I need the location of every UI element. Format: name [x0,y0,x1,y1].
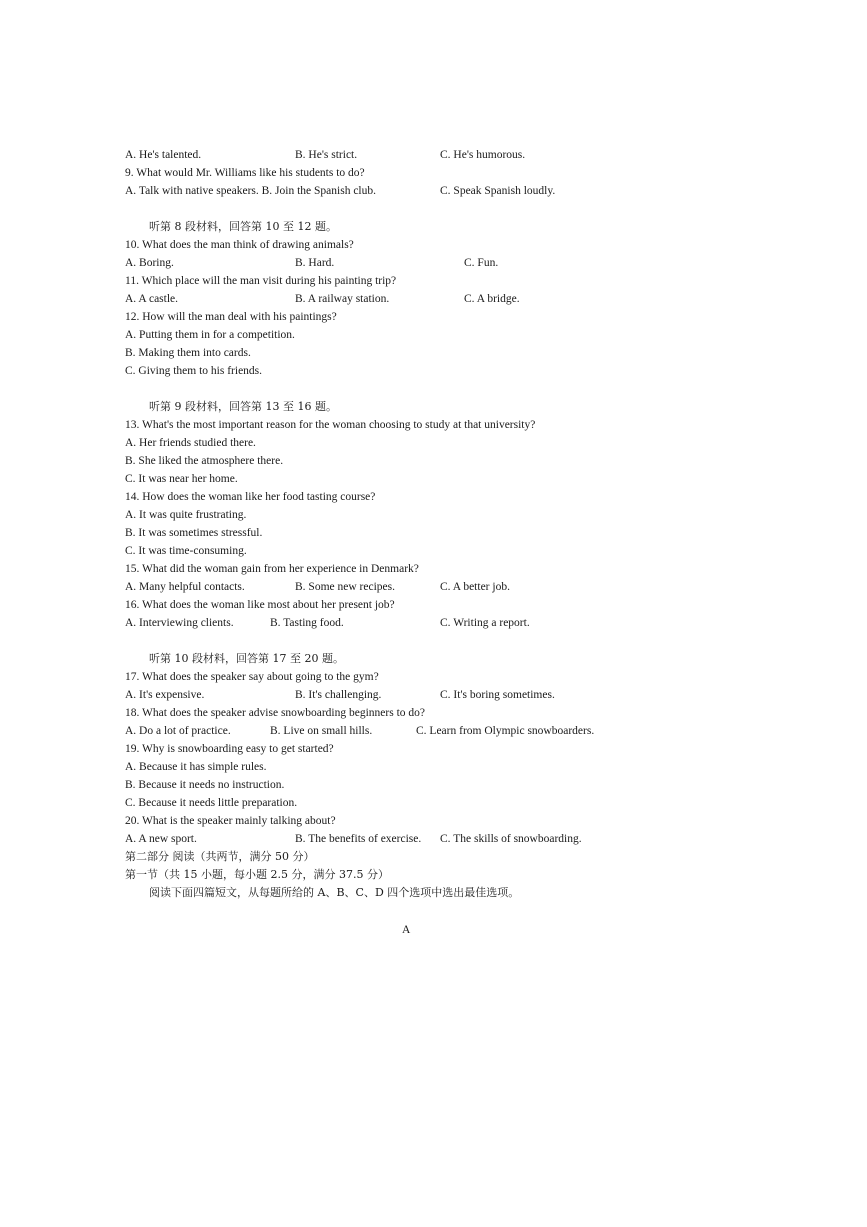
question-19: 19. Why is snowboarding easy to get started? [125,743,334,755]
q9-option-c: C. Speak Spanish loudly. [440,185,556,197]
q13-option-b: B. She liked the atmosphere there. [125,455,284,467]
q10-option-a: A. Boring. [125,257,174,269]
q18-option-a: A. Do a lot of practice. [125,725,231,737]
q12-option-c: C. Giving them to his friends. [125,365,263,377]
question-20: 20. What is the speaker mainly talking about? [125,815,336,827]
q13-option-a: A. Her friends studied there. [125,437,256,449]
question-11: 11. Which place will the man visit during his painting trip? [125,275,397,287]
q15-option-a: A. Many helpful contacts. [125,581,245,593]
reading-instruction: 阅读下面四篇短文，从每题所给的 A、B、C、D 四个选项中选出最佳选项。 [149,886,520,899]
q18-option-c: C. Learn from Olympic snowboarders. [416,725,595,737]
q19-option-b: B. Because it needs no instruction. [125,779,285,791]
q14-option-a: A. It was quite frustrating. [125,509,247,521]
q10-option-b: B. Hard. [295,257,335,269]
passage-label: A [402,924,411,936]
q17-option-b: B. It's challenging. [295,689,382,701]
q16-option-a: A. Interviewing clients. [125,617,234,629]
section-9-heading: 听第 9 段材料，回答第 13 至 16 题。 [149,400,337,413]
q11-option-b: B. A railway station. [295,293,390,305]
question-10: 10. What does the man think of drawing animals? [125,239,354,251]
q16-option-c: C. Writing a report. [440,617,530,629]
q9-option-ab: A. Talk with native speakers. B. Join the Spanish club. [125,185,376,197]
question-15: 15. What did the woman gain from her experience in Denmark? [125,563,419,575]
q12-option-a: A. Putting them in for a competition. [125,329,295,341]
q13-option-c: C. It was near her home. [125,473,238,485]
question-9: 9. What would Mr. Williams like his students to do? [125,167,365,179]
q16-option-b: B. Tasting food. [270,617,344,629]
q11-option-a: A. A castle. [125,293,179,305]
q11-option-c: C. A bridge. [464,293,520,305]
q17-option-c: C. It's boring sometimes. [440,689,555,701]
section-one-heading: 第一节（共 15 小题，每小题 2.5 分，满分 37.5 分） [125,868,389,881]
q14-option-c: C. It was time-consuming. [125,545,247,557]
section-8-heading: 听第 8 段材料，回答第 10 至 12 题。 [149,220,337,233]
q14-option-b: B. It was sometimes stressful. [125,527,263,539]
q17-option-a: A. It's expensive. [125,689,205,701]
section-10-heading: 听第 10 段材料，回答第 17 至 20 题。 [149,652,344,665]
option-a-talented: A. He's talented. [125,149,202,161]
q20-option-a: A. A new sport. [125,833,197,845]
question-17: 17. What does the speaker say about going to the gym? [125,671,379,683]
question-18: 18. What does the speaker advise snowboarding beginners to do? [125,707,425,719]
q10-option-c: C. Fun. [464,257,499,269]
q18-option-b: B. Live on small hills. [270,725,373,737]
option-b-strict: B. He's strict. [295,149,358,161]
question-13: 13. What's the most important reason for the woman choosing to study at that university? [125,419,536,431]
question-14: 14. How does the woman like her food tasting course? [125,491,376,503]
part-2-heading: 第二部分 阅读（共两节，满分 50 分） [125,850,315,863]
q15-option-b: B. Some new recipes. [295,581,395,593]
option-c-humorous: C. He's humorous. [440,149,526,161]
q19-option-c: C. Because it needs little preparation. [125,797,298,809]
question-16: 16. What does the woman like most about her present job? [125,599,395,611]
q15-option-c: C. A better job. [440,581,510,593]
q19-option-a: A. Because it has simple rules. [125,761,267,773]
q12-option-b: B. Making them into cards. [125,347,251,359]
q20-option-b: B. The benefits of exercise. [295,833,422,845]
q20-option-c: C. The skills of snowboarding. [440,833,582,845]
question-12: 12. How will the man deal with his paintings? [125,311,337,323]
